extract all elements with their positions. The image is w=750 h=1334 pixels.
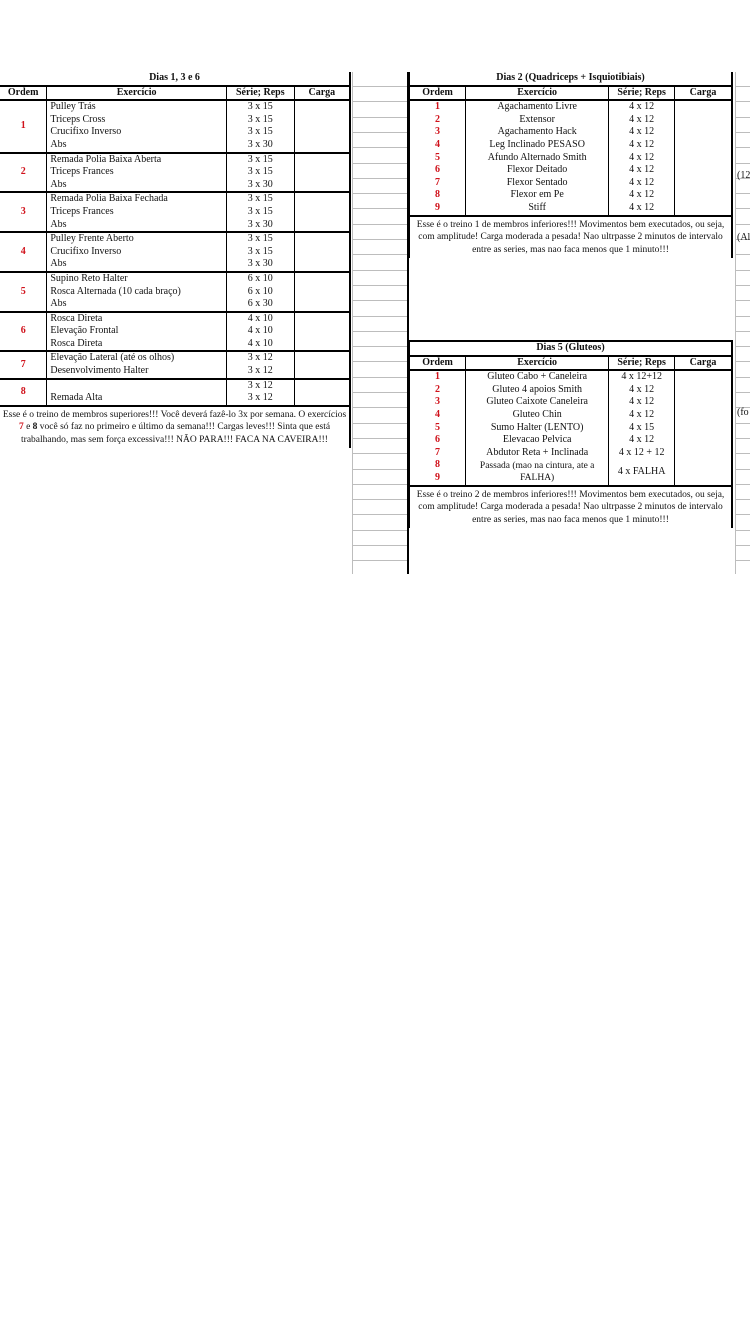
series-cell: 4 x 10 xyxy=(226,338,294,352)
ordem-cell: 5 xyxy=(409,152,466,165)
header-series: Série; Reps xyxy=(226,86,294,101)
exercise-cell: Remada Polia Baixa Aberta xyxy=(47,153,227,167)
grid-line xyxy=(352,530,407,531)
grid-line xyxy=(352,423,407,424)
exercise-cell: Gluteo Chin xyxy=(466,409,609,422)
series-cell: 3 x 30 xyxy=(226,219,294,233)
exercise-cell: Agachamento Hack xyxy=(466,126,609,139)
series-cell: 4 x 12 xyxy=(609,434,675,447)
exercise-cell: Abs xyxy=(47,179,227,193)
ordem-cell: 5 xyxy=(0,272,47,312)
table-note: Esse é o treino 1 de membros inferiores!!! Movimentos bem executados, ou seja, com amplitude! Carga moderada a pesada! Nao ultrpasse 2 minutos de intervalo entre as series, mas nao faca menos que 1 minuto!!! xyxy=(416,219,725,255)
carga-cell[interactable] xyxy=(294,312,350,352)
series-cell: 4 x 12 xyxy=(609,384,675,397)
series-cell: 4 x 12 xyxy=(609,100,675,114)
exercise-cell: Desenvolvimento Halter xyxy=(47,365,227,379)
header-series: Série; Reps xyxy=(609,356,675,371)
series-cell: 4 x 12 + 12 xyxy=(609,447,675,460)
grid-line xyxy=(352,560,407,561)
grid-line xyxy=(736,316,750,317)
series-cell: 3 x 15 xyxy=(226,153,294,167)
series-cell: 3 x 12 xyxy=(226,351,294,365)
spreadsheet-view xyxy=(0,0,750,580)
exercise-cell: Flexor Sentado xyxy=(466,177,609,190)
exercise-cell: Abs xyxy=(47,139,227,153)
grid-line xyxy=(352,178,407,179)
header-exercicio: Exercício xyxy=(466,356,609,371)
grid-line xyxy=(352,453,407,454)
series-cell: 4 x 12 xyxy=(609,126,675,139)
exercise-cell: Supino Reto Halter xyxy=(47,272,227,286)
table-title: Dias 1, 3 e 6 xyxy=(0,72,350,86)
grid-line xyxy=(736,208,750,209)
table-title: Dias 5 (Gluteos) xyxy=(409,341,732,356)
exercise-cell: Rosca Direta xyxy=(47,338,227,352)
series-cell: 6 x 10 xyxy=(226,286,294,299)
grid-line xyxy=(352,270,407,271)
series-cell: 4 x 12 xyxy=(609,152,675,165)
grid-line xyxy=(736,392,750,393)
ordem-cell: 3 xyxy=(409,126,466,139)
series-cell: 3 x 12 xyxy=(226,365,294,379)
ordem-cell: 8 xyxy=(0,379,47,406)
grid-line xyxy=(736,300,750,301)
series-cell: 4 x FALHA xyxy=(609,459,675,485)
grid-line xyxy=(736,514,750,515)
grid-line xyxy=(736,499,750,500)
series-cell: 4 x 10 xyxy=(226,325,294,338)
exercise-cell: Gluteo Cabo + Caneleira xyxy=(466,370,609,384)
carga-cell[interactable] xyxy=(294,379,350,406)
exercise-cell: Sumo Halter (LENTO) xyxy=(466,422,609,435)
series-cell: 3 x 15 xyxy=(226,232,294,246)
grid-line xyxy=(352,545,407,546)
exercise-cell: Abs xyxy=(47,219,227,233)
header-exercicio: Exercício xyxy=(466,86,609,101)
ordem-cell: 6 xyxy=(0,312,47,352)
series-cell: 3 x 15 xyxy=(226,166,294,179)
grid-line xyxy=(352,469,407,470)
ordem-cell: 6 xyxy=(409,434,466,447)
exercise-cell: Triceps Cross xyxy=(47,114,227,127)
grid-line xyxy=(736,361,750,362)
table-row xyxy=(0,312,350,326)
grid-line xyxy=(352,285,407,286)
ordem-cell: 2 xyxy=(0,153,47,193)
exercise-cell: Flexor Deitado xyxy=(466,164,609,177)
grid-line xyxy=(736,346,750,347)
series-cell: 3 x 15 xyxy=(226,126,294,139)
grid-line xyxy=(736,484,750,485)
carga-cell[interactable] xyxy=(294,232,350,272)
ordem-cell: 7 xyxy=(0,351,47,378)
grid-line xyxy=(736,163,750,164)
series-cell: 3 x 15 xyxy=(226,100,294,114)
grid-line xyxy=(736,377,750,378)
carga-cell[interactable] xyxy=(294,272,350,312)
ordem-cell: 7 xyxy=(409,177,466,190)
table-row xyxy=(0,272,350,286)
ordem-cell: 5 xyxy=(409,422,466,435)
grid-line xyxy=(352,132,407,133)
table-title: Dias 2 (Quadriceps + Isquiotibiais) xyxy=(496,72,645,83)
table-row xyxy=(0,192,350,206)
grid-line xyxy=(736,86,750,87)
grid-line xyxy=(736,193,750,194)
grid-line xyxy=(736,423,750,424)
ordem-cell: 4 xyxy=(409,409,466,422)
table-row xyxy=(0,379,350,393)
table-row xyxy=(409,100,732,114)
table-row xyxy=(0,232,350,246)
exercise-cell: Flexor em Pe xyxy=(466,189,609,202)
table-dias-1-3-6 xyxy=(0,72,351,448)
exercise-cell: Abdutor Reta + Inclinada xyxy=(466,447,609,460)
header-exercicio: Exercício xyxy=(47,86,227,101)
series-cell: 4 x 10 xyxy=(226,312,294,326)
exercise-cell: Crucifixo Inverso xyxy=(47,126,227,139)
grid-line xyxy=(352,484,407,485)
table-row xyxy=(0,153,350,167)
ordem-cell: 4 xyxy=(0,232,47,272)
exercise-cell: Gluteo Caixote Caneleira xyxy=(466,396,609,409)
grid-line xyxy=(352,438,407,439)
grid-line xyxy=(352,361,407,362)
exercise-cell: Stiff xyxy=(466,202,609,216)
table-dias-2 xyxy=(408,72,733,258)
series-cell: 4 x 12 xyxy=(609,202,675,216)
exercise-cell: Triceps Frances xyxy=(47,206,227,219)
series-cell: 3 x 15 xyxy=(226,192,294,206)
table-dias-5 xyxy=(408,340,733,528)
exercise-cell: Pulley Frente Aberto xyxy=(47,232,227,246)
ordem-cell: 3 xyxy=(0,192,47,232)
header-carga: Carga xyxy=(294,86,350,101)
exercise-cell: Crucifixo Inverso xyxy=(47,246,227,259)
grid-line xyxy=(736,545,750,546)
cut-label: (fo xyxy=(737,407,749,418)
series-cell: 3 x 15 xyxy=(226,114,294,127)
header-ordem: Ordem xyxy=(409,356,466,371)
grid-line xyxy=(736,117,750,118)
carga-cell[interactable] xyxy=(294,351,350,378)
ordem-cell: 4 xyxy=(409,139,466,152)
exercise-cell: Triceps Frances xyxy=(47,166,227,179)
grid-line xyxy=(736,132,750,133)
ordem-cell: 8 xyxy=(409,189,466,202)
grid-line xyxy=(736,224,750,225)
series-cell: 4 x 12 xyxy=(609,396,675,409)
table-row xyxy=(0,351,350,365)
ordem-cell: 1 xyxy=(409,370,466,384)
series-cell: 4 x 12 xyxy=(609,114,675,127)
exercise-cell: Agachamento Livre xyxy=(466,100,609,114)
header-carga: Carga xyxy=(675,86,733,101)
grid-line xyxy=(736,453,750,454)
ordem-cell: 9 xyxy=(409,472,466,486)
grid-line xyxy=(352,499,407,500)
series-cell: 3 x 15 xyxy=(226,246,294,259)
series-cell: 3 x 15 xyxy=(226,206,294,219)
table-note: Esse é o treino 2 de membros inferiores!!! Movimentos bem executados, ou seja, com amplitude! Carga moderada a pesada! Nao ultrpasse 2 minutos de intervalo entre as series, mas nao faca menos que 1 minuto!!! xyxy=(416,489,725,525)
header-series: Série; Reps xyxy=(609,86,675,101)
grid-line xyxy=(352,392,407,393)
series-cell: 3 x 12 xyxy=(226,379,294,393)
exercise-cell: Remada Alta xyxy=(47,392,227,406)
exercise-cell: Passada (mao na cintura, ate a FALHA) xyxy=(466,459,609,485)
series-cell: 4 x 12 xyxy=(609,164,675,177)
ordem-cell: 1 xyxy=(0,100,47,152)
exercise-cell: Elevação Frontal xyxy=(47,325,227,338)
series-cell: 3 x 30 xyxy=(226,179,294,193)
header-carga: Carga xyxy=(675,356,732,371)
grid-line xyxy=(352,163,407,164)
series-cell: 4 x 12+12 xyxy=(609,370,675,384)
ordem-cell: 3 xyxy=(409,396,466,409)
grid-line xyxy=(736,285,750,286)
grid-line xyxy=(352,300,407,301)
series-cell: 4 x 12 xyxy=(609,409,675,422)
grid-line xyxy=(736,469,750,470)
grid-line xyxy=(352,101,407,102)
table-row xyxy=(409,370,732,384)
cut-label: (Al xyxy=(737,232,750,243)
series-cell: 4 x 12 xyxy=(609,139,675,152)
series-cell: 3 x 30 xyxy=(226,139,294,153)
grid-line xyxy=(736,147,750,148)
grid-line xyxy=(352,208,407,209)
series-cell: 4 x 12 xyxy=(609,177,675,190)
series-cell: 6 x 30 xyxy=(226,298,294,312)
grid-line xyxy=(736,438,750,439)
carga-cell[interactable] xyxy=(675,459,732,485)
grid-line xyxy=(352,316,407,317)
grid-line xyxy=(352,254,407,255)
grid-line xyxy=(352,147,407,148)
exercise-cell: Abs xyxy=(47,258,227,272)
exercise-cell: Afundo Alternado Smith xyxy=(466,152,609,165)
exercise-cell: Elevação Lateral (até os olhos) xyxy=(47,351,227,365)
ordem-cell: 7 xyxy=(409,447,466,460)
grid-line xyxy=(352,224,407,225)
grid-line xyxy=(352,377,407,378)
grid-line xyxy=(352,239,407,240)
carga-cell[interactable] xyxy=(675,370,732,459)
exercise-cell: Remada Polia Baixa Fechada xyxy=(47,192,227,206)
grid-line xyxy=(352,331,407,332)
ordem-cell: 2 xyxy=(409,384,466,397)
carga-cell[interactable] xyxy=(294,100,350,152)
cut-label: (12 xyxy=(737,170,750,181)
exercise-cell: Rosca Direta xyxy=(47,312,227,326)
grid-line xyxy=(736,560,750,561)
exercise-cell: Leg Inclinado PESASO xyxy=(466,139,609,152)
carga-cell[interactable] xyxy=(294,153,350,193)
ordem-cell: 8 xyxy=(409,459,466,472)
series-cell: 6 x 10 xyxy=(226,272,294,286)
grid-line xyxy=(736,331,750,332)
series-cell: 3 x 12 xyxy=(226,392,294,406)
grid-line xyxy=(736,254,750,255)
carga-cell[interactable] xyxy=(294,192,350,232)
carga-cell[interactable] xyxy=(675,100,733,215)
series-cell: 4 x 15 xyxy=(609,422,675,435)
exercise-cell: Abs xyxy=(47,298,227,312)
grid-line xyxy=(352,514,407,515)
grid-line xyxy=(352,346,407,347)
exercise-cell: Elevacao Pelvica xyxy=(466,434,609,447)
exercise-cell: Extensor xyxy=(466,114,609,127)
exercise-cell xyxy=(47,379,227,393)
grid-line xyxy=(736,270,750,271)
table-row xyxy=(0,100,350,114)
grid-line xyxy=(736,101,750,102)
exercise-cell: Pulley Trás xyxy=(47,100,227,114)
table-note: Esse é o treino de membros superiores!!! Você deverá fazê-lo 3x por semana. O exercícios 7 e 8 você só faz no primeiro e último da semana!!! Cargas leves!!! Sinta que está trabalhando, mas sem força excessiva!!! NÃO PARA!!! FACA NA CAVEIRA!!! xyxy=(2,409,347,445)
ordem-cell: 2 xyxy=(409,114,466,127)
grid-line xyxy=(736,530,750,531)
grid-line xyxy=(352,117,407,118)
grid-line xyxy=(352,193,407,194)
exercise-cell: Rosca Alternada (10 cada braço) xyxy=(47,286,227,299)
series-cell: 4 x 12 xyxy=(609,189,675,202)
grid-line xyxy=(352,407,407,408)
exercise-cell: Gluteo 4 apoios Smith xyxy=(466,384,609,397)
ordem-cell: 1 xyxy=(409,100,466,114)
ordem-cell: 9 xyxy=(409,202,466,216)
series-cell: 3 x 30 xyxy=(226,258,294,272)
header-ordem: Ordem xyxy=(0,86,47,101)
header-ordem: Ordem xyxy=(409,86,466,101)
ordem-cell: 6 xyxy=(409,164,466,177)
grid-line xyxy=(352,86,407,87)
